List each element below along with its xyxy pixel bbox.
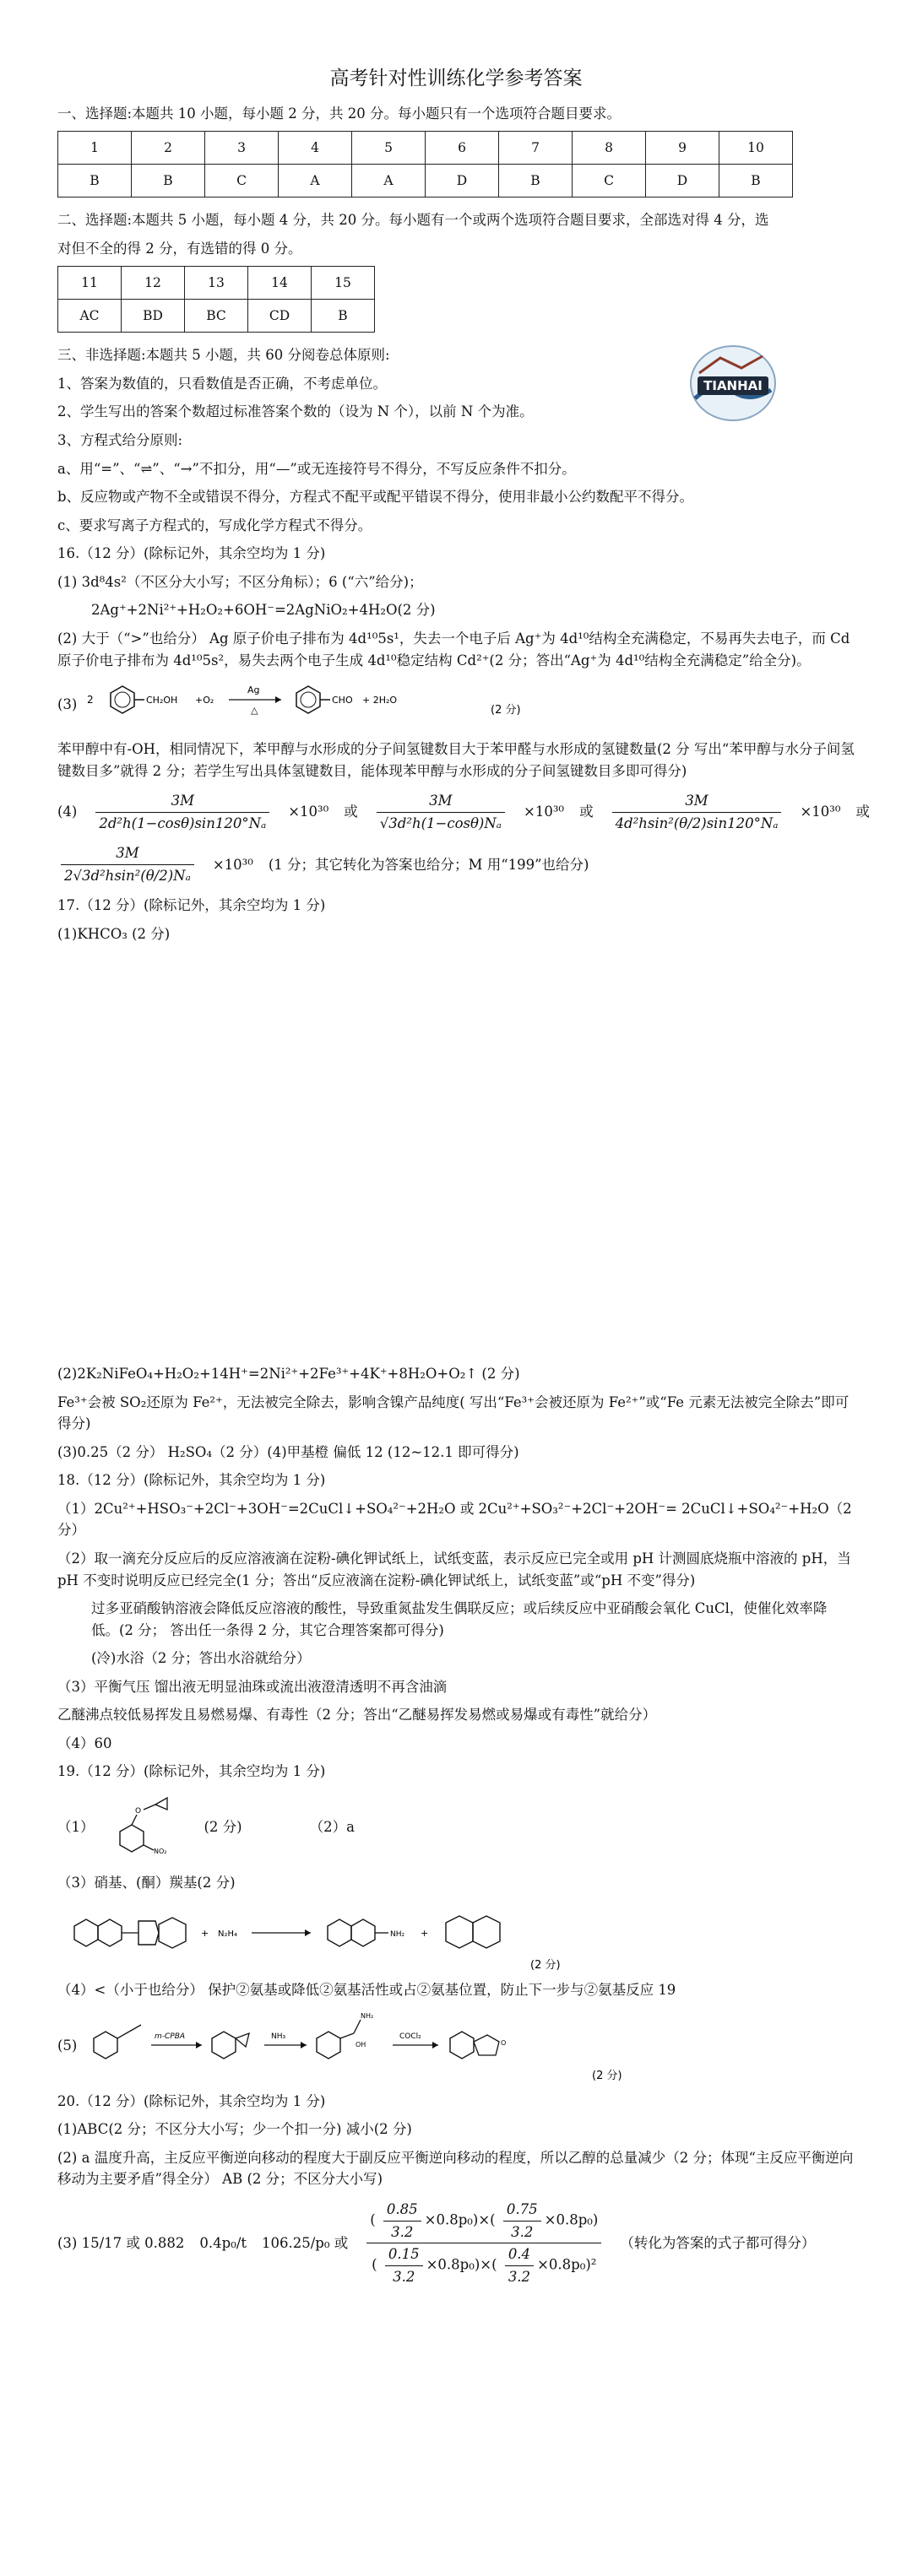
part-label: (4) bbox=[57, 804, 78, 820]
table-cell: B bbox=[312, 300, 375, 333]
q16-density-formula-4 bbox=[57, 842, 855, 886]
q17-part1: (1)KHCO₃ (2 分) bbox=[57, 926, 171, 943]
multiplier: ×10³⁰ bbox=[288, 804, 329, 820]
table-cell: 15 bbox=[312, 267, 375, 300]
or-word: 或 bbox=[344, 804, 358, 820]
formula-1: $\frac{3M}{\text{2d²h(1−cosθ)sin120°Nₐ}}$ bbox=[95, 790, 269, 834]
q18-part1: （1）2Cu²⁺+HSO₃⁻+2Cl⁻+3OH⁻=2CuCl↓+SO₄²⁻+2H₂O 或 2Cu²⁺+SO₃²⁻+2Cl⁻+2OH⁻= 2CuCl↓+SO₄²⁻+H₂O（2 分） bbox=[57, 1500, 852, 1539]
multiplier: ×10³⁰ bbox=[212, 856, 253, 873]
q16-density-formulas bbox=[57, 790, 871, 834]
table-cell: CD bbox=[248, 300, 312, 333]
q20-answer-c: 106.25/p₀ 或 bbox=[262, 2234, 349, 2251]
nitrophenyl-glycidyl-ether-structure bbox=[103, 1789, 196, 1865]
q17-part2-explanation: Fe³⁺会被 SO₂还原为 Fe²⁺，无法被完全除去，影响含镍产品纯度( 写出“Fe³⁺会被还原为 Fe²⁺”或“Fe 元素无法被完全除去”即可得分) bbox=[57, 1394, 850, 1432]
q19-part4: （4）<（小于也给分） 保护②氨基或降低②氨基活性或占②氨基位置，防止下一步与②氨基反应 19 bbox=[57, 1982, 676, 1999]
svg-text:+ 2H₂O: + 2H₂O bbox=[362, 695, 398, 706]
part-label: （1） bbox=[57, 1819, 95, 1836]
table-cell: A bbox=[279, 165, 352, 198]
table-cell: C bbox=[573, 165, 646, 198]
table-row bbox=[58, 165, 793, 198]
table-cell: D bbox=[426, 165, 499, 198]
table-cell: BC bbox=[185, 300, 248, 333]
svg-text:NH₂: NH₂ bbox=[361, 2011, 374, 2020]
section2-heading-line2: 对但不全的得 2 分，有选错的得 0 分。 bbox=[57, 240, 302, 257]
table-row bbox=[58, 300, 375, 333]
q17-part3: (3)0.25（2 分） H₂SO₄（2 分）(4)甲基橙 偏低 12 (12~12.1 即可得分) bbox=[57, 1443, 519, 1460]
or-word: 或 bbox=[579, 804, 594, 820]
document-title: 高考针对性训练化学参考答案 bbox=[329, 68, 583, 89]
q20-header: 20.（12 分）(除标记外，其余空均为 1 分) bbox=[57, 2092, 326, 2109]
table-cell: A bbox=[352, 165, 426, 198]
table-row bbox=[58, 267, 375, 300]
rule-2: 2、学生写出的答案个数超过标准答案个数的（设为 N 个），以前 N 个为准。 bbox=[57, 403, 534, 420]
q18-part2-bath: (冷)水浴（2 分；答出水浴就给分） bbox=[91, 1650, 311, 1667]
svg-text:Ag: Ag bbox=[247, 685, 260, 696]
q16-part4-note: (1 分；其它转化为答案也给分；M 用“199”也给分) bbox=[268, 856, 589, 873]
table-cell: 6 bbox=[426, 132, 499, 165]
table-cell: 12 bbox=[122, 267, 185, 300]
q19-synthesis-route bbox=[85, 2008, 676, 2084]
svg-text:NH₃: NH₃ bbox=[271, 2032, 286, 2041]
q17-header: 17.（12 分）(除标记外，其余空均为 1 分) bbox=[57, 897, 326, 914]
q18-part3: （3）平衡气压 馏出液无明显油珠或流出液澄清透明不再含油滴 bbox=[57, 1678, 448, 1695]
svg-text:(2 分): (2 分) bbox=[491, 704, 521, 717]
table-cell: 10 bbox=[719, 132, 793, 165]
q18-part3-reason: 乙醚沸点较低易挥发且易燃易爆、有毒性（2 分；答出“乙醚易挥发易燃或易爆或有毒性”就给分） bbox=[57, 1707, 657, 1724]
formula-2: $\frac{3M}{\text{√3d²h(1−cosθ)Nₐ}}$ bbox=[377, 790, 505, 834]
table-cell: 2 bbox=[132, 132, 205, 165]
table-cell: BD bbox=[122, 300, 185, 333]
table-cell: 5 bbox=[352, 132, 426, 165]
svg-text:OH: OH bbox=[356, 2040, 366, 2048]
rule-1: 1、答案为数值的，只看数值是否正确，不考虑单位。 bbox=[57, 375, 387, 392]
svg-text:(2 分): (2 分) bbox=[592, 2069, 622, 2082]
rule-a: a、用“=”、“⇌”、“→”不扣分，用“—”或无连接符号不得分，不写反应条件不扣分。 bbox=[57, 460, 576, 477]
svg-text:+: + bbox=[421, 1927, 429, 1939]
q16-part1: (1) 3d⁸4s²（不区分大小写；不区分角标）；6 (“六”给分)； bbox=[57, 573, 423, 590]
or-word: 或 bbox=[855, 804, 871, 820]
q19-header: 19.（12 分）(除标记外，其余空均为 1 分) bbox=[57, 1763, 326, 1780]
section2-answer-table bbox=[57, 266, 375, 333]
q20-part1: (1)ABC(2 分；不区分大小写；少一个扣一分) 减小(2 分) bbox=[57, 2121, 412, 2138]
svg-text:+: + bbox=[201, 1927, 209, 1939]
benzyl-alcohol-oxidation bbox=[85, 678, 558, 732]
svg-text:CH₂OH: CH₂OH bbox=[146, 695, 178, 706]
table-row bbox=[58, 132, 793, 165]
q18-part2-reason: 过多亚硝酸钠溶液会降低反应溶液的酸性，导致重氮盐发生偶联反应；或后续反应中亚硝酸会氧化 CuCl，使催化效率降低。(2 分； 答出任一条得 2 分，其它合理答案都可得分) bbox=[91, 1600, 828, 1638]
part-label: (5) bbox=[57, 2037, 78, 2054]
q16-header: 16.（12 分）(除标记外，其余空均为 1 分) bbox=[57, 545, 326, 562]
svg-text:+O₂: +O₂ bbox=[195, 695, 214, 706]
q19-part5 bbox=[57, 2008, 855, 2084]
svg-text:CHO: CHO bbox=[332, 695, 353, 706]
svg-text:2: 2 bbox=[87, 694, 95, 706]
q16-reaction-scheme bbox=[57, 678, 855, 732]
rule-b: b、反应物或产物不全或错误不得分，方程式不配平或配平错误不得分，使用非最小公约数配平不得分。 bbox=[57, 489, 694, 506]
q16-part3-explanation: 苯甲醇中有-OH，相同情况下，苯甲醇与水形成的分子间氢键数目大于苯甲醛与水形成的氢键数量(2 分 写出“苯甲醇与水分子间氢键数目多”就得 2 分；若学生写出具体氢键数目，能体现苯甲醇与水形成的分子间氢键数目多即可得分) bbox=[57, 741, 855, 779]
multiplier: ×10³⁰ bbox=[524, 804, 565, 820]
multiplier: ×10³⁰ bbox=[800, 804, 841, 820]
q20-part3-note: （转化为答案的式子都可得分） bbox=[620, 2234, 816, 2251]
table-cell: 7 bbox=[499, 132, 573, 165]
table-cell: 11 bbox=[58, 267, 122, 300]
logo-text: TIANHAI bbox=[703, 378, 763, 393]
svg-text:O: O bbox=[134, 1807, 141, 1816]
page-1 bbox=[57, 52, 871, 1251]
q17-part2: (2)2K₂NiFeO₄+H₂O₂+14H⁺=2Ni²⁺+2Fe³⁺+4K⁺+8H₂O+O₂↑ (2 分) bbox=[57, 1366, 520, 1382]
formula-3: $\frac{3M}{\text{4d²hsin²(θ/2)sin120°Nₐ}}$ bbox=[612, 790, 782, 834]
table-cell: B bbox=[499, 165, 573, 198]
table-cell: 14 bbox=[248, 267, 312, 300]
table-cell: C bbox=[205, 165, 279, 198]
table-cell: 13 bbox=[185, 267, 248, 300]
section1-answer-table bbox=[57, 131, 793, 198]
q20-part2: (2) a 温度升高，主反应平衡逆向移动的程度大于副反应平衡逆向移动的程度，所以乙醇的总量减少（2 分；体现“主反应平衡逆向移动为主要矛盾”得全分） AB (2 分；不区分大小写) bbox=[57, 2149, 854, 2188]
page-gap bbox=[0, 1262, 912, 1355]
q18-part2: （2）取一滴充分反应后的反应溶液滴在淀粉-碘化钾试纸上，试纸变蓝，表示反应已完全或用 pH 计测圆底烧瓶中溶液的 pH，当 pH 不变时说明反应已经完全(1 分；答出“反应液滴在淀粉-碘化钾试纸上，试纸变蓝”或“pH 不变”得分) bbox=[57, 1550, 851, 1588]
svg-text:m-CPBA: m-CPBA bbox=[155, 2032, 186, 2041]
rule-3: 3、方程式给分原则: bbox=[57, 432, 183, 449]
equilibrium-constant-expression: ( $\frac{0.85}{3.2}$ ×0.8p₀)×( $\frac{0.75}{3.2}$ ×0.8p₀) ( $\frac{0.15}{3.2}$ ×0.8p₀)×( $\frac{0.4}{3.2}$ ×0.8p₀)² bbox=[366, 2199, 601, 2287]
svg-text:△: △ bbox=[251, 705, 258, 717]
svg-text:(2 分): (2 分) bbox=[530, 1958, 561, 1972]
q18-part4: （4）60 bbox=[57, 1734, 112, 1751]
q20-answer-b: 0.4p₀/t bbox=[199, 2234, 247, 2251]
table-cell: 1 bbox=[58, 132, 132, 165]
q19-part3: （3）硝基、(酮）羰基(2 分) bbox=[57, 1875, 236, 1891]
table-cell: 8 bbox=[573, 132, 646, 165]
q20-answer-a: (3) 15/17 或 0.882 bbox=[57, 2234, 185, 2251]
svg-text:N₂H₄: N₂H₄ bbox=[218, 1929, 238, 1939]
table-cell: D bbox=[646, 165, 719, 198]
formula-4: $\frac{3M}{\text{2√3d²hsin²(θ/2)Nₐ}}$ bbox=[61, 842, 194, 886]
table-cell: B bbox=[719, 165, 793, 198]
section1-heading: 一、选择题:本题共 10 小题，每小题 2 分，共 20 分。每小题只有一个选项符合题目要求。 bbox=[57, 105, 622, 122]
watermark-logo bbox=[682, 339, 784, 427]
part-label: (3) bbox=[57, 696, 78, 713]
q16-part2: (2) 大于（“>”也给分） Ag 原子价电子排布为 4d¹⁰5s¹，失去一个电子后 Ag⁺为 4d¹⁰结构全充满稳定，不易再失去电子，而 Cd 原子价电子排布为 4d¹⁰5s²，易失去两个电子生成 4d¹⁰稳定结构 Cd²⁺(2 分；答出“Ag⁺为 4d¹⁰结构全充满稳定”给全分)。 bbox=[57, 630, 850, 668]
q19-hydrazinolysis-scheme bbox=[57, 1901, 598, 1973]
table-cell: B bbox=[132, 165, 205, 198]
score: (2 分) bbox=[204, 1819, 242, 1836]
table-cell: B bbox=[58, 165, 132, 198]
svg-text:NO₂: NO₂ bbox=[153, 1848, 166, 1855]
table-cell: 4 bbox=[279, 132, 352, 165]
table-cell: AC bbox=[58, 300, 122, 333]
q16-equation: 2Ag⁺+2Ni²⁺+H₂O₂+6OH⁻=2AgNiO₂+4H₂O(2 分) bbox=[91, 602, 436, 619]
table-cell: 9 bbox=[646, 132, 719, 165]
q20-part3 bbox=[57, 2199, 855, 2287]
section2-heading-line1: 二、选择题:本题共 5 小题，每小题 4 分，共 20 分。每小题有一个或两个选项符合题目要求，全部选对得 4 分，选 bbox=[57, 212, 769, 229]
svg-text:NH₂: NH₂ bbox=[390, 1929, 405, 1939]
section3-heading: 三、非选择题:本题共 5 小题，共 60 分阅卷总体原则: bbox=[57, 347, 390, 364]
rule-c: c、要求写离子方程式的，写成化学方程式不得分。 bbox=[57, 517, 372, 533]
svg-text:COCl₂: COCl₂ bbox=[399, 2032, 422, 2041]
q18-header: 18.（12 分）(除标记外，其余空均为 1 分) bbox=[57, 1472, 326, 1489]
q19-part1 bbox=[57, 1789, 855, 1865]
svg-text:O: O bbox=[501, 2038, 507, 2047]
page-2 bbox=[57, 1363, 855, 2562]
q19-part2: （2）a bbox=[309, 1819, 355, 1836]
table-cell: 3 bbox=[205, 132, 279, 165]
